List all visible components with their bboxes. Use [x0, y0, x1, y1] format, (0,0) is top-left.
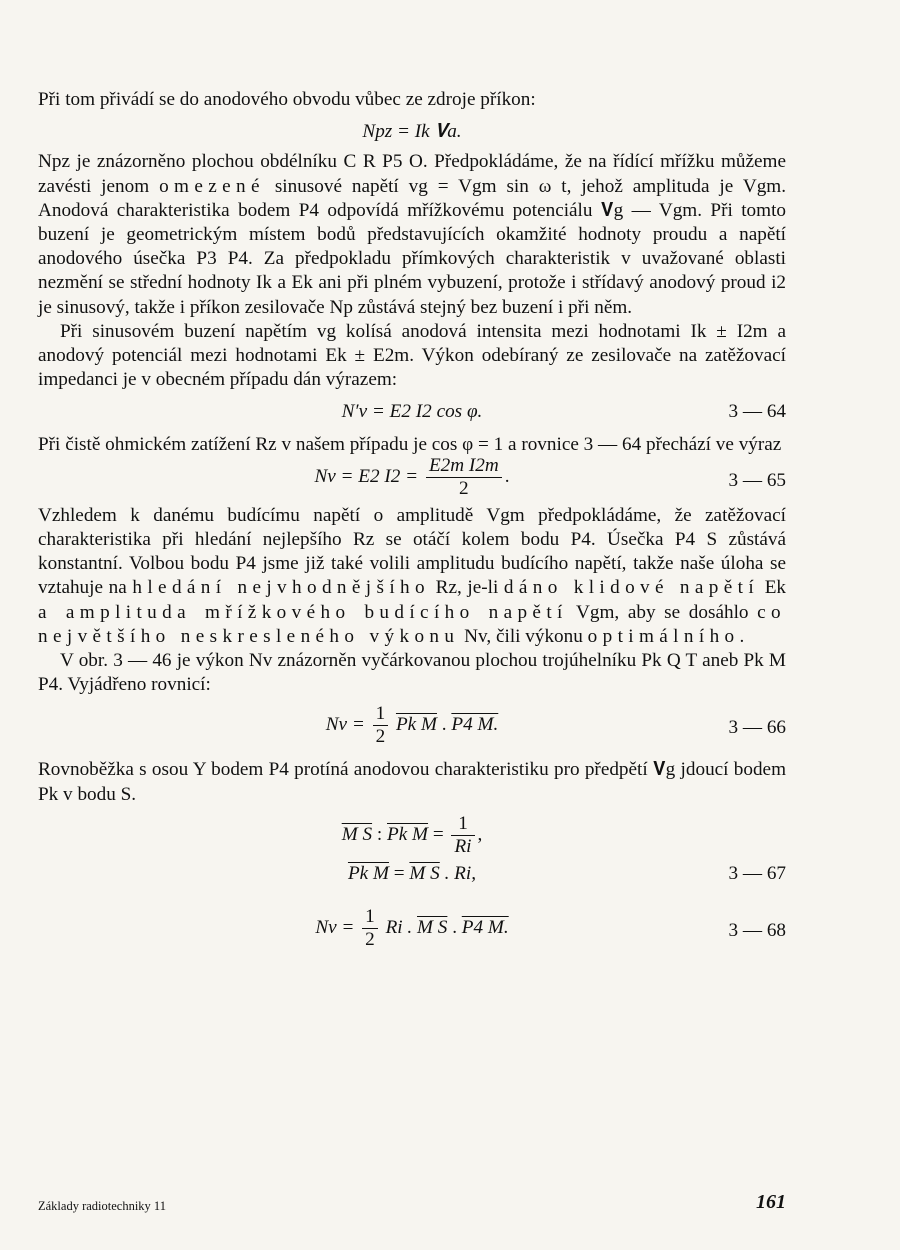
- equation-npz: [38, 120, 786, 144]
- paragraph-figure: V obr. 3 — 46 je výkon Nv znázorněn vyčárkovanou plochou trojúhelníku Pk Q T aneb Pk M P4. Vyjádřeno rovnicí:: [38, 650, 786, 696]
- equation-66-number: 3 — 66: [728, 717, 786, 739]
- equation-67: [38, 862, 786, 886]
- equation-68-dot: .: [452, 916, 457, 938]
- paragraph-npz: [38, 150, 786, 319]
- equation-68-number: 3 — 68: [728, 920, 786, 942]
- equation-68-p4m: P4 M.: [461, 916, 509, 938]
- equation-65-fraction: [426, 455, 502, 500]
- equation-66-segment-2: P4 M.: [451, 714, 499, 736]
- paragraph-optimum-text-2: Rz, je-li: [435, 577, 499, 599]
- equation-65-number: 3 — 65: [728, 469, 786, 491]
- equation-65-left: Nv = E2 I2 =: [314, 465, 419, 487]
- equation-64: [38, 400, 786, 424]
- paragraph-buzeni: Při sinusovém buzení napětím vg kolísá anodová intensita mezi hodnotami Ik ± I2m a anodový potenciál mezi hodnotami Ek ± E2m. Výkon odebíraný ze zesilovače na zatěžovací impedanci je v obecném případu dán výrazem:: [38, 320, 786, 391]
- paragraph-optimum-text-5: Nv, čili výkonu: [464, 625, 583, 647]
- equation-66-numerator: 1: [373, 703, 389, 726]
- spaced-phrase-2: dáno klidové napětí: [503, 577, 760, 599]
- paragraph-npz-text: Npz je znázorněno plochou obdélníku C R P5 O. Předpokládáme, že na řídící mřížku můžeme zavésti jenom: [38, 151, 786, 197]
- equation-66-dot: .: [441, 714, 447, 736]
- equation-67-pkm: Pk M: [347, 862, 389, 884]
- equation-68-numerator: 1: [362, 906, 378, 929]
- equation-66-denominator: 2: [375, 726, 386, 748]
- equation-64-number: 3 — 64: [728, 401, 786, 423]
- equation-ratio-numerator: 1: [451, 813, 474, 836]
- paragraph-npz-text-2: sinusové napětí vg = Vgm sin ω t, jehož amplituda je Vgm. Anodová charakteristika bodem P4 odpovídá mřížkovému potenciálu 𝐕g — Vgm. Při tomto buzení je geometrickým místem bodů představujících okamžité hodnoty proudu a napětí anodového úsečka P3 P4. Za předpokladu přímkových charakteristik v uvažované oblasti nezmění se střední hodnoty Ik a Ek ani při plném vybuzení, protože i střídavý anodový proud i2 je sinusový, takže i příkon zesilovače Np zůstává stejný bez buzení i při něm.: [38, 175, 787, 318]
- equation-ratio-end: ,: [477, 823, 483, 845]
- equation-ratio-equals: =: [432, 823, 444, 845]
- paragraph-optimum-text-1: Vzhledem k danému budícímu napětí o amplitudě Vgm předpokládáme, že zatěžovací charakteristika při hledání nejlepšího Rz se otáčí kolem bodu P4. Úsečka P4 S zůstává konstantní. Volbou bodu P4 jsme již také volili amplitudu budícího napětí, takže naše úloha se vztahuje na: [38, 504, 786, 599]
- equation-64-text: N′v = E2 I2 cos φ.: [341, 401, 483, 423]
- paragraph-ohmic: Při čistě ohmickém zatížení Rz v našem případu je cos φ = 1 a rovnice 3 — 64 přechází ve výraz: [38, 433, 782, 455]
- page-body: [38, 88, 786, 951]
- equation-65: [38, 455, 786, 500]
- equation-ratio-denominator: Ri: [454, 835, 472, 857]
- equation-67-equals: =: [393, 862, 405, 884]
- equation-ratio: [38, 813, 786, 858]
- paragraph-rovnobezka: Rovnoběžka s osou Y bodem P4 protíná anodovou charakteristiku pro předpětí 𝐕g jdoucí bodem Pk v bodu S.: [38, 759, 786, 805]
- paragraph-optimum-text-3: Ek: [764, 577, 787, 599]
- paragraph-intro: Při tom přivádí se do anodového obvodu vůbec ze zdroje příkon:: [38, 89, 536, 110]
- spaced-word-omezene: omezené: [159, 175, 265, 197]
- footer-book-title: Základy radiotechniky 11: [38, 1199, 166, 1213]
- equation-68-fraction: [362, 906, 378, 951]
- page-number: 161: [756, 1191, 786, 1213]
- equation-68-denominator: 2: [365, 929, 375, 951]
- spaced-phrase-4: co největšího neskresleného výkonu: [38, 601, 787, 647]
- equation-66-left: Nv =: [325, 714, 365, 736]
- equation-ratio-colon: :: [376, 823, 383, 845]
- equation-65-denominator: 2: [459, 477, 469, 499]
- equation-65-numerator: E2m I2m: [426, 455, 502, 478]
- equation-66-fraction: [373, 703, 389, 748]
- spaced-phrase-5: optimálního.: [587, 625, 750, 647]
- paragraph-optimum-text-4: Vgm, aby se dosáhlo: [576, 601, 749, 623]
- equation-67-ms: M S: [409, 862, 440, 884]
- equation-ratio-fraction: [451, 813, 474, 858]
- equation-68-left: Nv =: [315, 916, 355, 938]
- equation-65-end: .: [504, 465, 510, 487]
- paragraph-optimum: [38, 504, 786, 649]
- equation-ratio-ms: M S: [341, 823, 373, 845]
- equation-67-ri: . Ri,: [444, 862, 477, 884]
- spaced-phrase-3: a amplituda mřížkového budícího napětí: [38, 601, 568, 623]
- equation-68-ms: M S: [417, 916, 448, 938]
- equation-npz-text: Npz = Ik 𝐕a.: [362, 121, 462, 143]
- equation-67-number: 3 — 67: [728, 862, 786, 884]
- equation-68-ri: Ri .: [385, 916, 413, 938]
- equation-66: [38, 703, 786, 748]
- equation-66-segment-1: Pk M: [395, 714, 437, 736]
- spaced-phrase-1: hledání nejvhodnějšího: [132, 577, 430, 599]
- equation-ratio-pkm: Pk M: [387, 823, 429, 845]
- equation-68: [38, 906, 786, 951]
